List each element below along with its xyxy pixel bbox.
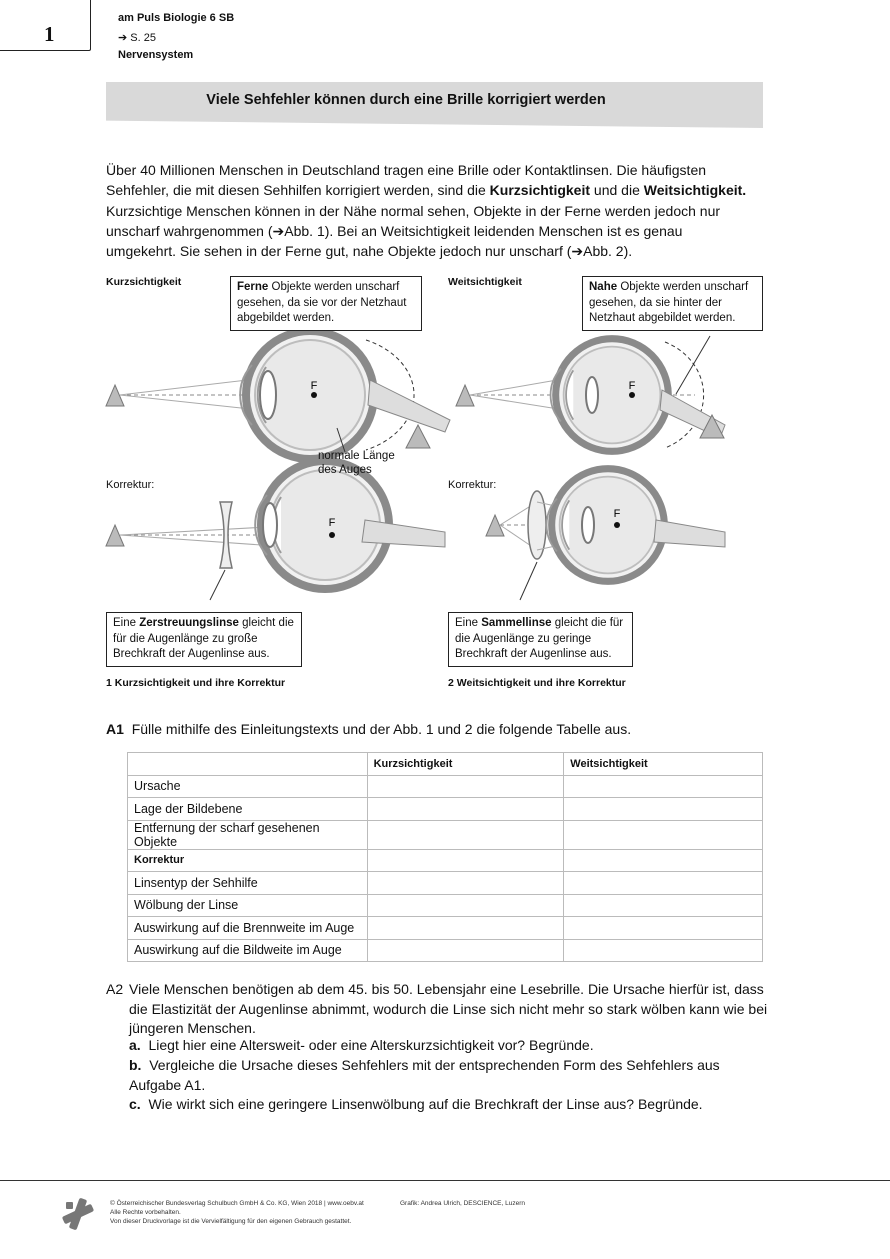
- table-row: Auswirkung auf die Bildweite im Auge: [128, 939, 763, 962]
- column-weitsichtigkeit: Weitsichtigkeit: [564, 753, 763, 776]
- answer-cell[interactable]: [367, 917, 564, 940]
- answer-cell[interactable]: [367, 849, 564, 872]
- page-title: Viele Sehfehler können durch eine Brille korrigiert werden: [206, 92, 606, 108]
- answer-cell[interactable]: [564, 798, 763, 821]
- task-a2-text: Viele Menschen benötigen ab dem 45. bis 50. Lebensjahr eine Lesebrille. Die Ursache hierfür ist, dass die Elastizität der Augenlinse abnimmt, wodurch die Linse sich nicht mehr so stark wölben kann wie bei jüngeren Menschen.: [129, 981, 768, 1036]
- answer-cell[interactable]: [564, 872, 763, 895]
- callout-hyperopia: Nahe Objekte werden unscharf gesehen, da sie hinter der Netzhaut abgebildet werden.: [582, 276, 763, 331]
- footer-divider: [0, 1180, 890, 1181]
- answer-cell[interactable]: [564, 939, 763, 962]
- book-title: am Puls Biologie 6 SB: [118, 12, 235, 24]
- chapter-label: Nervensystem: [118, 49, 194, 61]
- table-row: Ursache: [128, 775, 763, 798]
- caption-figure-2: 2 Weitsichtigkeit und ihre Korrektur: [448, 677, 626, 689]
- table-row: Linsentyp der Sehhilfe: [128, 872, 763, 895]
- hyperopia-eye: [456, 336, 725, 451]
- svg-text:F: F: [628, 380, 636, 392]
- answer-cell[interactable]: [367, 775, 564, 798]
- label-weitsichtigkeit: Weitsichtigkeit: [448, 276, 522, 288]
- page-reference: ➔ S. 25: [118, 32, 156, 44]
- svg-text:F: F: [328, 517, 336, 529]
- callout-hyperopia-correction: Eine Sammellinse gleicht die für die Augenlänge zu geringe Brechkraft der Augenlinse aus.: [448, 612, 633, 667]
- answer-cell[interactable]: [564, 849, 763, 872]
- page-number: 1: [44, 22, 55, 46]
- caption-figure-1: 1 Kurzsichtigkeit und ihre Korrektur: [106, 677, 286, 689]
- label-korrektur-right: Korrektur:: [448, 479, 497, 491]
- answer-cell[interactable]: [564, 775, 763, 798]
- callout-myopia-correction: Eine Zerstreuungslinse gleicht die für die Augenlänge zu große Brechkraft der Augenlinse aus.: [106, 612, 302, 667]
- answer-cell[interactable]: [564, 894, 763, 917]
- column-kurzsichtigkeit: Kurzsichtigkeit: [367, 753, 564, 776]
- myopia-eye: [106, 331, 450, 459]
- task-a2c: c. Wie wirkt sich eine geringere Linsenwölbung auf die Brechkraft der Linse aus? Begründe.: [129, 1096, 703, 1112]
- task-a2b: b. Vergleiche die Ursache dieses Sehfehlers mit der entsprechenden Form des Sehfehlers aus Aufgabe A1.: [129, 1057, 720, 1093]
- table-row: Auswirkung auf die Brennweite im Auge: [128, 917, 763, 940]
- label-korrektur-left: Korrektur:: [106, 479, 155, 491]
- publisher-logo-icon: [60, 1196, 96, 1232]
- task-a2a: a. Liegt hier eine Altersweit- oder eine Alterskurzsichtigkeit vor? Begründe.: [129, 1037, 594, 1053]
- hyperopia-correction-eye: [486, 469, 725, 600]
- answer-cell[interactable]: [367, 872, 564, 895]
- table-row: Wölbung der Linse: [128, 894, 763, 917]
- term-kurzsichtigkeit: Kurzsichtigkeit: [489, 182, 591, 199]
- answer-cell[interactable]: [367, 798, 564, 821]
- task-a2-number: A2: [106, 981, 124, 997]
- label-kurzsichtigkeit: Kurzsichtigkeit: [106, 276, 182, 288]
- table-row: Lage der Bildebene: [128, 798, 763, 821]
- answer-cell[interactable]: [367, 820, 564, 849]
- term-weitsichtigkeit: Weitsichtigkeit.: [643, 182, 747, 199]
- footer-copyright: © Österreichischer Bundesverlag Schulbuch GmbH & Co. KG, Wien 2018 | www.oebv.at Alle Rechte vorbehalten. Von dieser Druckvorlage ist die Vervielfältigung für den eigenen Gebrauch gestattet.: [110, 1200, 364, 1225]
- svg-text:F: F: [613, 508, 621, 520]
- task-a1-number: A1: [106, 721, 124, 737]
- answer-cell[interactable]: [564, 820, 763, 849]
- answer-cell[interactable]: [367, 939, 564, 962]
- footer-credit: Grafik: Andrea Ulrich, DESCIENCE, Luzern: [400, 1200, 525, 1207]
- table-header-row: [128, 753, 763, 776]
- answer-cell[interactable]: [367, 894, 564, 917]
- intro-text: Über 40 Millionen Menschen in Deutschland tragen eine Brille oder Kontaktlinsen. Die häufigsten Sehfehler, die mit diesen Sehhilfen korrigiert werden, sind die Kurzsichtigkeit und die Weitsichtigkeit. Kurzsichtige Menschen können in der Nähe normal sehen, Objekte in der Ferne werden jedoch nur unscharf wahrgenommen (➔Abb. 1). Bei an Weitsichtigkeit leidenden Menschen ist es genau umgekehrt. Sie sehen in der Ferne gut, nahe Objekte jedoch nur unscharf (➔Abb. 2).: [106, 162, 747, 260]
- comparison-table: [127, 752, 763, 962]
- table-row: Entfernung der scharf gesehenen Objekte: [128, 820, 763, 849]
- answer-cell[interactable]: [564, 917, 763, 940]
- callout-myopia: Ferne Objekte werden unscharf gesehen, da sie vor der Netzhaut abgebildet werden.: [230, 276, 422, 331]
- table-row: Korrektur: [128, 849, 763, 872]
- myopia-correction-eye: [106, 461, 445, 600]
- label-normal-length: normale Länge des Auges: [318, 450, 395, 476]
- svg-text:F: F: [310, 380, 318, 392]
- task-a1: A1 Fülle mithilfe des Einleitungstexts und der Abb. 1 und 2 die folgende Tabelle aus.: [106, 721, 632, 737]
